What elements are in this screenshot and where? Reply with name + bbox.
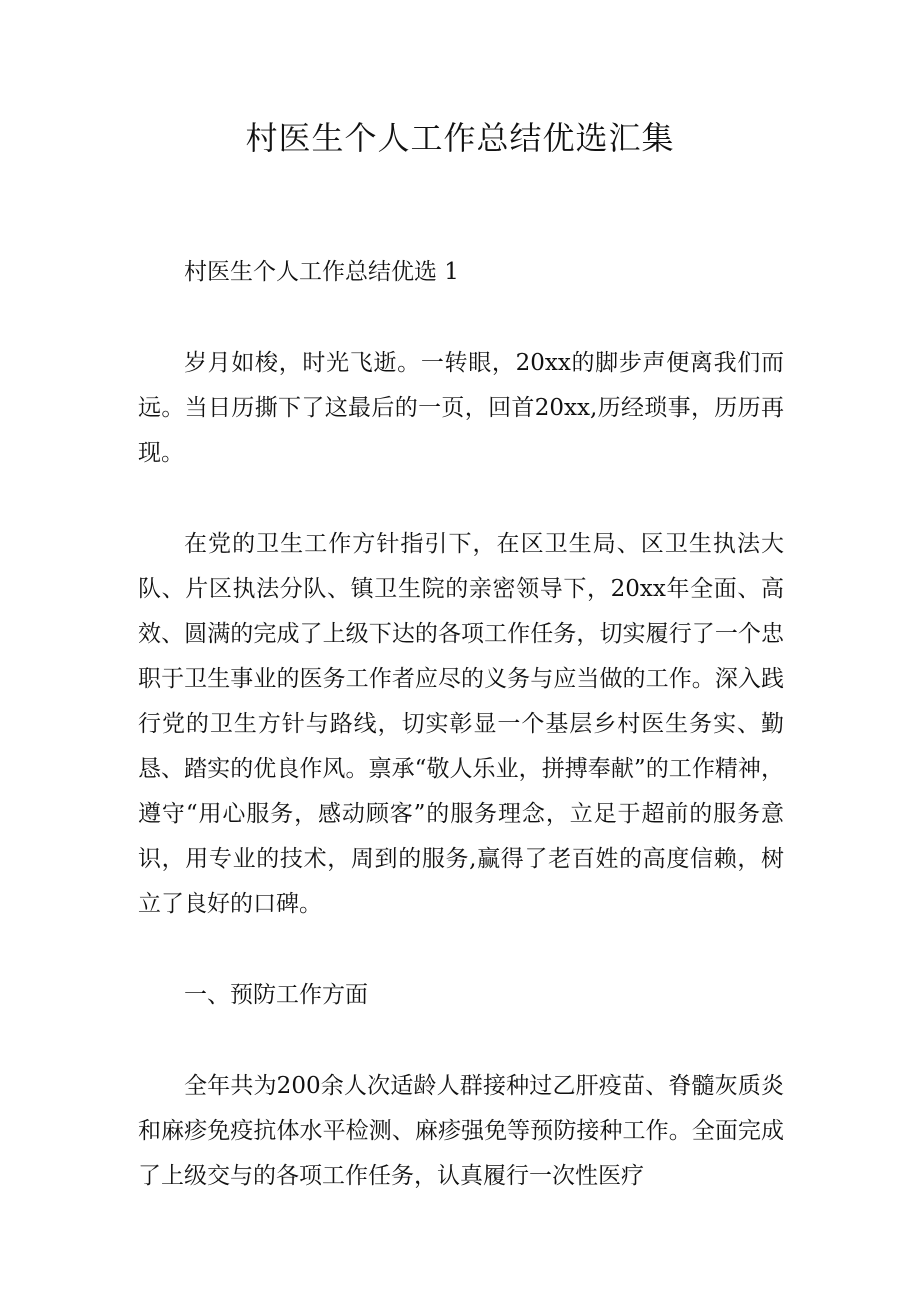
section-subtitle: 村医生个人工作总结优选 1: [184, 259, 459, 285]
document-body: [138, 250, 784, 1199]
section-heading: 一、预防工作方面: [184, 982, 368, 1008]
paragraph-summary: 在党的卫生工作方针指引下，在区卫生局、区卫生执法大队、片区执法分队、镇卫生院的亲密领导下，20xx年全面、高效、圆满的完成了上级下达的各项工作任务，切实履行了一个忠职于卫生事业的医务工作者应尽的义务与应当做的工作。深入践行党的卫生方针与路线，切实彰显一个基层乡村医生务实、勤恳、踏实的优良作风。禀承“敬人乐业，拼搏奉献”的工作精神，遵守“用心服务，感动顾客”的服务理念，立足于超前的服务意识，用专业的技术，周到的服务,赢得了老百姓的高度信赖，树立了良好的口碑。: [138, 531, 784, 917]
paragraph-intro: 岁月如梭，时光飞逝。一转眼，20xx的脚步声便离我们而远。当日历撕下了这最后的一页，回首20xx,历经琐事，历历再现。: [138, 350, 784, 466]
document-title: 村医生个人工作总结优选汇集: [245, 119, 675, 157]
paragraph-prevention: 全年共为200余人次适龄人群接种过乙肝疫苗、脊髓灰质炎和麻疹免疫抗体水平检测、麻疹强免等预防接种工作。全面完成了上级交与的各项工作任务，认真履行一次性医疗: [138, 1073, 784, 1189]
